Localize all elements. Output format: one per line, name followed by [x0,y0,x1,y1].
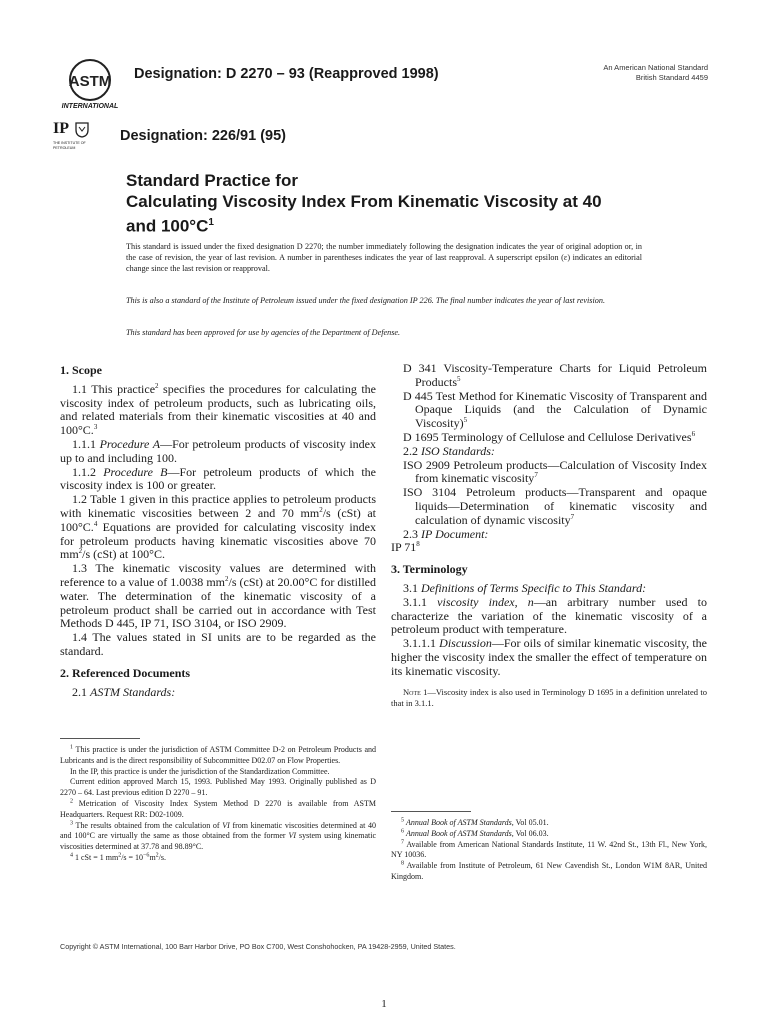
ref-d445: D 445 Test Method for Kinematic Viscosity of Transparent and Opaque Liquids (and the Calculation of Dynamic Viscosity)$^5$ [403,388,707,431]
para-3-1-1: 3.1.1 viscosity index, n—an arbitrary number used to characterize the variation of the kinematic viscosity of a petroleum product with temperature. [391,594,708,637]
footnotes-left [60,745,376,864]
right-column [391,362,707,709]
footnote-1: $^1$ This practice is under the jurisdiction of ASTM Committee D-2 on Petroleum Products and Lubricants and is the direct responsibility of Subcommittee D02.07 on Flow Properties. [60,744,376,765]
footnote-1c: Current edition approved March 15, 1993. Published May 1993. Originally published as D 2270 – 64. Last previous edition D 2270 – 91. [60,777,376,798]
ref-iso2909: ISO 2909 Petroleum products—Calculation of Viscosity Index from kinematic viscosity$^7$ [403,457,707,486]
footnote-3: $^3$ The results obtained from the calculation of VI from kinematic viscosities determined at 40 and 100°C are virtually the same as those obtained from the former VI system using kinematic viscosities determined at 37.78 and 98.89°C. [60,819,376,852]
para-2-3: 2.3 IP Document: [403,526,489,541]
ip-logo: IP THE INSTITUTE OF PETROLEUM [53,120,95,158]
ref-iso3104: ISO 3104 Petroleum products—Transparent and opaque liquids—Determination of kinematic viscosity and calculation of dynamic viscosity$^7$ [403,485,707,527]
footnote-1b: In the IP, this practice is under the jurisdiction of the Standardization Committee. [70,766,330,776]
astm-logo [60,56,120,114]
copyright: Copyright © ASTM International, 100 Barr Harbor Drive, PO Box C700, West Conshohocken, PA 19428-2959, United States. [60,942,456,951]
svg-text:ASTM: ASTM [68,73,112,90]
footnote-6: $^6$ Annual Book of ASTM Standards, Vol 06.03. [401,828,549,838]
para-1-2: 1.2 Table 1 given in this practice applies to petroleum products with kinematic viscosities between 2 and 70 $mm^2/s$ (cSt) at 100°C.$^4$ Equations are provided for calculating viscosity index for petroleum products having kinematic viscosities above 70 $mm^2/s$ (cSt) at 100°C. [60,492,376,562]
ip-notice: This is also a standard of the Institute of Petroleum issued under the fixed designation IP 226. The final number indicates the year of last revision. [126,296,606,305]
para-2-1: 2.1 ASTM Standards: [72,684,176,699]
para-2-2: 2.2 ISO Standards: [403,443,495,458]
designation-astm: Designation: D 2270 – 93 (Reapproved 1998) [134,66,439,82]
para-1-1-1: 1.1.1 Procedure A—For petroleum products of viscosity index up to and including 100. [60,436,376,465]
ref-ip71: IP $71^8$ [391,540,420,555]
para-1-1-2: 1.1.2 Procedure B—For petroleum products of which the viscosity index is 100 or greater. [60,464,377,493]
ip-logo-caption: THE INSTITUTE OF PETROLEUM [53,141,86,150]
footnote-5: $^5$ Annual Book of ASTM Standards, Vol 05.01. [401,817,549,827]
issue-notice: This standard is issued under the fixed designation D 2270; the number immediately following the designation indicates the year of original adoption or, in the case of revision, the year of last revision. A number in parentheses indicates the year of last reapproval. A superscript epsilon (ε) indicates an editorial change since the last revision or reapproval. [126,242,642,273]
para-1-1: 1.1 This practice$^2$ specifies the procedures for calculating the viscosity index of petroleum products, such as lubricating oils, and related materials from their kinematic viscosities at 40 and 100°C.$^3$ [60,381,376,438]
scope-heading: 1. Scope [60,363,102,377]
terminology-heading: 3. Terminology [391,562,468,577]
shield-icon [75,122,89,138]
left-column [60,364,376,699]
footnote-2: $^2$ Metrication of Viscosity Index System Method D 2270 is available from ASTM Headquarters. Request RR: D02-1009. [60,798,376,819]
dod-notice: This standard has been approved for use by agencies of the Department of Defense. [126,328,401,337]
footnotes-right [391,818,707,883]
footnote-rule-left [60,738,140,739]
american-national-standard: An American National Standard [603,63,708,72]
footnote-8: $^8$ Available from Institute of Petroleum, 61 New Cavendish St., London W1M 8AR, United Kingdom. [391,860,707,881]
british-standard: British Standard 4459 [635,73,708,82]
footnote-4: $^4$ 1 cSt = 1 $mm^2/s = 10^{-6}m^2/s$. [70,852,167,862]
ref-d341: D 341 Viscosity-Temperature Charts for Liquid Petroleum Products$^5$ [403,361,707,389]
para-1-4: 1.4 The values stated in SI units are to be regarded as the standard. [60,630,376,658]
footnote-7: $^7$ Available from American National Standards Institute, 11 W. 42nd St., 13th Fl., New York, NY 10036. [391,838,707,860]
referenced-documents-heading: 2. Referenced Documents [60,665,191,680]
designation-ip: Designation: 226/91 (95) [120,128,286,144]
astm-logo-text: INTERNATIONAL [61,103,119,110]
footnote-rule-right [391,811,471,812]
document-title: Standard Practice for Calculating Viscosity Index From Kinematic Viscosity at 40 and $100^\circ C^1$ [126,171,602,236]
para-3-1: 3.1 Definitions of Terms Specific to This Standard: [403,580,647,595]
para-1-3: 1.3 The kinematic viscosity values are determined with reference to a value of 1.0038 $mm^2/s$ (cSt) at 20.00°C for distilled water. The determination of the kinematic viscosity of a petroleum product shall be carried out in accordance with Test Methods D 445, IP 71, ISO 3104, or ISO 2909. [60,561,377,631]
ref-d1695: D 1695 Terminology of Cellulose and Cellulose Derivatives$^6$ [403,429,696,444]
note-1: Note 1—Viscosity index is also used in Terminology D 1695 in a definition unrelated to that in 3.1.1. [391,686,707,708]
para-3-1-1-1: 3.1.1.1 Discussion—For oils of similar kinematic viscosity, the higher the viscosity index the smaller the effect of temperature on its kinematic viscosity. [391,636,708,678]
page-number: 1 [381,998,387,1010]
standard-notice [603,63,708,83]
